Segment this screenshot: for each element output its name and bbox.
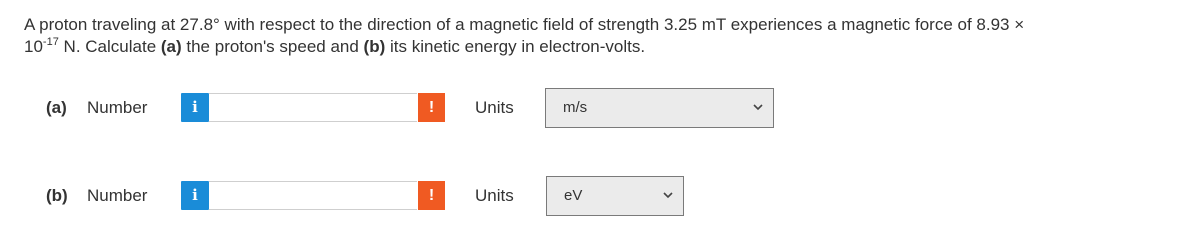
- part-a-answer-input[interactable]: [209, 93, 417, 122]
- part-b-label: (b): [46, 186, 68, 205]
- question-text-part-3: the proton's speed and: [181, 37, 364, 56]
- part-b-units-select[interactable]: [546, 176, 684, 216]
- part-a-units-label: Units: [475, 98, 514, 117]
- answer-row-a: [0, 88, 1200, 128]
- chevron-down-icon: [751, 100, 765, 114]
- question-exponent-base: 10: [24, 37, 43, 56]
- part-a-units-value: m/s: [563, 99, 588, 116]
- chevron-down-icon: [661, 188, 675, 202]
- question-text-part-1: A proton traveling at 27.8° with respect to the direction of a magnetic field of strength 3.25 mT experiences a magnetic force of 8.93 ×: [24, 15, 1025, 34]
- part-a-label: (a): [46, 98, 67, 117]
- question-part-b-tag: (b): [363, 37, 386, 56]
- info-icon[interactable]: i: [181, 181, 209, 210]
- warning-icon[interactable]: !: [418, 181, 445, 210]
- question-part-a-tag: (a): [160, 37, 182, 56]
- question-exponent: -17: [42, 36, 59, 48]
- question-text: [24, 14, 1184, 58]
- question-text-part-4: its kinetic energy in electron-volts.: [385, 37, 646, 56]
- question-text-part-2: N. Calculate: [58, 37, 161, 56]
- part-b-units-value: eV: [564, 187, 583, 204]
- part-a-number-label: Number: [87, 98, 148, 117]
- part-a-units-select[interactable]: [545, 88, 774, 128]
- part-b-number-label: Number: [87, 186, 148, 205]
- part-b-answer-input[interactable]: [209, 181, 417, 210]
- warning-icon[interactable]: !: [418, 93, 445, 122]
- part-b-units-label: Units: [475, 186, 514, 205]
- info-icon[interactable]: i: [181, 93, 209, 122]
- answer-row-b: [0, 176, 1200, 216]
